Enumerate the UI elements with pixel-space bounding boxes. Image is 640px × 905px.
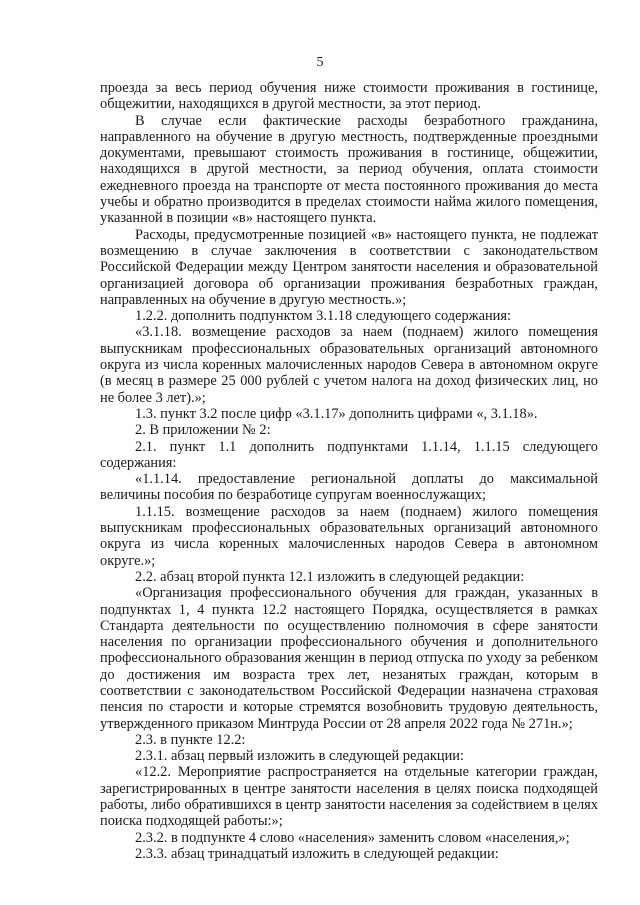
paragraph: «3.1.18. возмещение расходов за наем (поднаем) жилого помещения выпускникам профессиональных образовательных организаций автономного округа из числа коренных малочисленных народов Севера в автономном округе (в месяц в размере 25 000 рублей с учетом налога на доход физических лиц, но не более 3 лет).»; (100, 324, 598, 406)
paragraph: проезда за весь период обучения ниже стоимости проживания в гостинице, общежитии, находящихся в другой местности, за этот период. (100, 80, 598, 113)
paragraph: «12.2. Мероприятие распространяется на отдельные категории граждан, зарегистрированных в центре занятости населения в целях поиска подходящей работы, либо обратившихся в центр занятости населения за содействием в целях поиска подходящей работы:»; (100, 764, 598, 830)
paragraph: 2.3.3. абзац тринадцатый изложить в следующей редакции: (135, 845, 499, 862)
paragraph: 2.1. пункт 1.1 дополнить подпунктами 1.1.14, 1.1.15 следующего содержания: (100, 438, 598, 471)
paragraph: 2.3.2. в подпункте 4 слово «населения» заменить словом «населения,»; (135, 829, 570, 846)
paragraph: 1.3. пункт 3.2 после цифр «3.1.17» дополнить цифрами «, 3.1.18». (135, 405, 538, 422)
paragraph: 2.3.1. абзац первый изложить в следующей редакции: (135, 748, 464, 765)
paragraph: 2.2. абзац второй пункта 12.1 изложить в следующей редакции: (135, 568, 525, 585)
paragraph: 1.2.2. дополнить подпунктом 3.1.18 следующего содержания: (135, 308, 511, 325)
paragraph: «1.1.14. предоставление региональной доплаты до максимальной величины пособия по безработице супругам военнослужащих; (100, 471, 598, 504)
paragraph: Расходы, предусмотренные позицией «в» настоящего пункта, не подлежат возмещению в случае заключения в соответствии с законодательством Российской Федерации между Центром занятости населения и образовательной организацией договора об организации проживания безработных граждан, направленных на обучение в другую местность.»; (100, 226, 598, 308)
paragraph: «Организация профессионального обучения для граждан, указанных в подпунктах 1, 4 пункта 12.2 настоящего Порядка, осуществляется в рамках Стандарта деятельности по осуществлению полномочия в сфере занятости населения по организации профессионального обучения и дополнительного профессионального образования женщин в период отпуска по уходу за ребенком до достижения им возраста трех лет, незанятых граждан, которым в соответствии с законодательством Российской Федерации назначена страховая пенсия по старости и которые стремятся возобновить трудовую деятельность, утвержденного приказом Минтруда России от 28 апреля 2022 года № 271н.»; (100, 585, 598, 732)
paragraph: В случае если фактические расходы безработного гражданина, направленного на обучение в другую местность, подтвержденные проездными документами, превышают стоимость проживания в гостинице, общежитии, находящихся в другой местности, за период обучения, оплата стоимости ежедневного проезда на транспорте от места постоянного проживания до места учебы и обратно производится в пределах стоимости найма жилого помещения, указанной в позиции «в» настоящего пункта. (100, 112, 598, 227)
paragraph: 1.1.15. возмещение расходов за наем (поднаем) жилого помещения выпускникам профессиональных образовательных организаций автономного округа из числа коренных малочисленных народов Севера в автономном округе.»; (100, 503, 598, 569)
document-body (100, 80, 598, 862)
paragraph: 2. В приложении № 2: (135, 422, 271, 439)
page-number: 5 (316, 55, 324, 70)
paragraph: 2.3. в пункте 12.2: (135, 731, 246, 748)
